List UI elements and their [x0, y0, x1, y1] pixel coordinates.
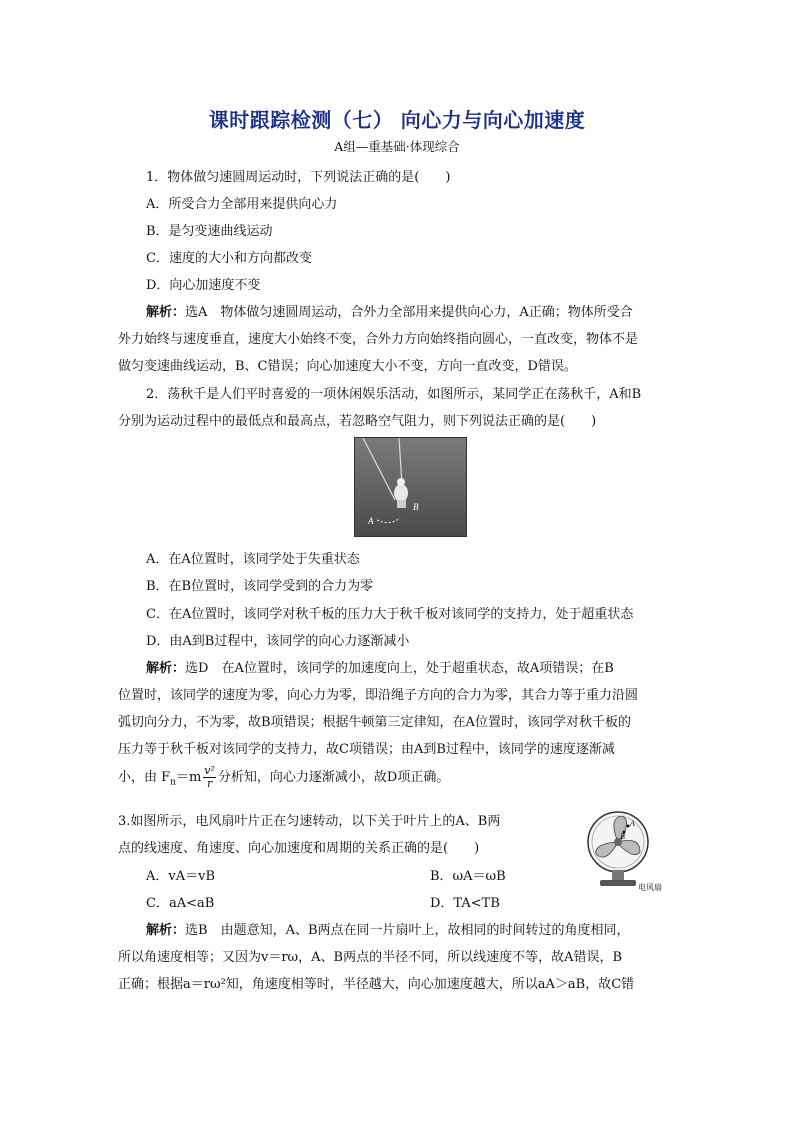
section-heading: A组—重基础·体现综合 [334, 139, 460, 154]
q1-option-b: B．是匀变速曲线运动 [146, 224, 273, 239]
q2-analysis-line: 位置时，该同学的速度为零，向心力为零，即沿绳子方向的合力为零，其合力等于重力沿圆 [118, 688, 639, 703]
q1-stem: 1．物体做匀速圆周运动时，下列说法正确的是( ) [146, 170, 451, 185]
q1-analysis-line: 外力始终与速度垂直，速度大小始终不变，合外力方向始终指向圆心，一直改变，物体不是 [118, 332, 639, 347]
q1-option-a: A．所受合力全部用来提供向心力 [146, 197, 338, 212]
fan-illustration [578, 808, 674, 894]
analysis-label: 解析： [146, 923, 186, 938]
q3-analysis-line: 所以角速度相等；又因为v＝rω，A、B两点的半径不同，所以线速度不等，故A错误，B [118, 950, 623, 965]
swing-label-b: B [413, 502, 419, 512]
q1-analysis-line: 做匀变速曲线运动，B、C错误；向心加速度大小不变，方向一直改变，D错误。 [118, 359, 577, 374]
q2-analysis-line: 弧切向分力，不为零，故B项错误；根据牛顿第三定律知，在A位置时，该同学对秋千板的 [118, 715, 631, 730]
q3-stem-line: 3.如图所示，电风扇叶片正在匀速转动，以下关于叶片上的A、B两 [118, 814, 501, 829]
fraction: $\frac{\text{v²}}{r}$ [204, 764, 215, 790]
q2-option-d: D．由A到B过程中，该同学的向心力逐渐减小 [146, 634, 410, 649]
q2-option-a: A．在A位置时，该同学处于失重状态 [146, 552, 360, 567]
q3-stem-line: 点的线速度、角速度、向心加速度和周期的关系正确的是( ) [118, 841, 480, 856]
q2-analysis-line: 解析：选D 在A位置时，该同学的加速度向上，处于超重状态，故A项错误；在B [146, 661, 614, 676]
fan-figure [578, 808, 674, 894]
analysis-label: 解析： [146, 661, 186, 676]
q1-option-d: D．向心加速度不变 [146, 278, 261, 293]
fan-label-a: A [630, 819, 635, 828]
swing-figure [354, 437, 467, 537]
q3-option-b: B．ωA＝ωB [430, 869, 506, 884]
q2-option-c: C．在A位置时，该同学对秋千板的压力大于秋千板对该同学的支持力，处于超重状态 [146, 607, 634, 622]
q3-option-a: A．vA＝vB [146, 869, 216, 884]
q3-analysis-line: 正确；根据a＝rω²知，角速度相等时，半径越大，向心加速度越大，所以aA＞aB，故C错 [118, 977, 635, 992]
q1-option-c: C．速度的大小和方向都改变 [146, 251, 312, 266]
fan-caption: 电风扇 [638, 883, 662, 892]
q2-stem-line: 分别为运动过程中的最低点和最高点，若忽略空气阻力，则下列说法正确的是( ) [118, 414, 597, 429]
q3-option-c: C．aA<aB [146, 896, 215, 911]
q2-stem-line: 2．荡秋千是人们平时喜爱的一项休闲娱乐活动，如图所示，某同学正在荡秋千，A和B [146, 387, 642, 402]
analysis-label: 解析： [146, 305, 186, 320]
q2-analysis-formula-line: 小，由 $F_n=m$ $\frac{\text{v²}}{r}$ 分析知，向心力逐渐减小，故D项正确。 [118, 764, 450, 790]
q3-option-d: D．TA<TB [430, 896, 500, 911]
swing-label-a: A [368, 516, 374, 526]
q3-analysis-line: 解析：选B 由题意知，A、B两点在同一片扇叶上，故相同的时间转过的角度相同， [146, 923, 630, 938]
q1-analysis-line: 解析：选A 物体做匀速圆周运动，合外力全部用来提供向心力，A正确；物体所受合 [146, 305, 633, 320]
fan-label-b: B [620, 832, 625, 841]
swing-illustration [355, 438, 466, 536]
q2-analysis-line: 压力等于秋千板对该同学的支持力，故C项错误；由A到B过程中，该同学的速度逐渐减 [118, 742, 615, 757]
q2-option-b: B．在B位置时，该同学受到的合力为零 [146, 579, 374, 594]
page-title: 课时跟踪检测（七） 向心力与向心加速度 [208, 108, 586, 132]
